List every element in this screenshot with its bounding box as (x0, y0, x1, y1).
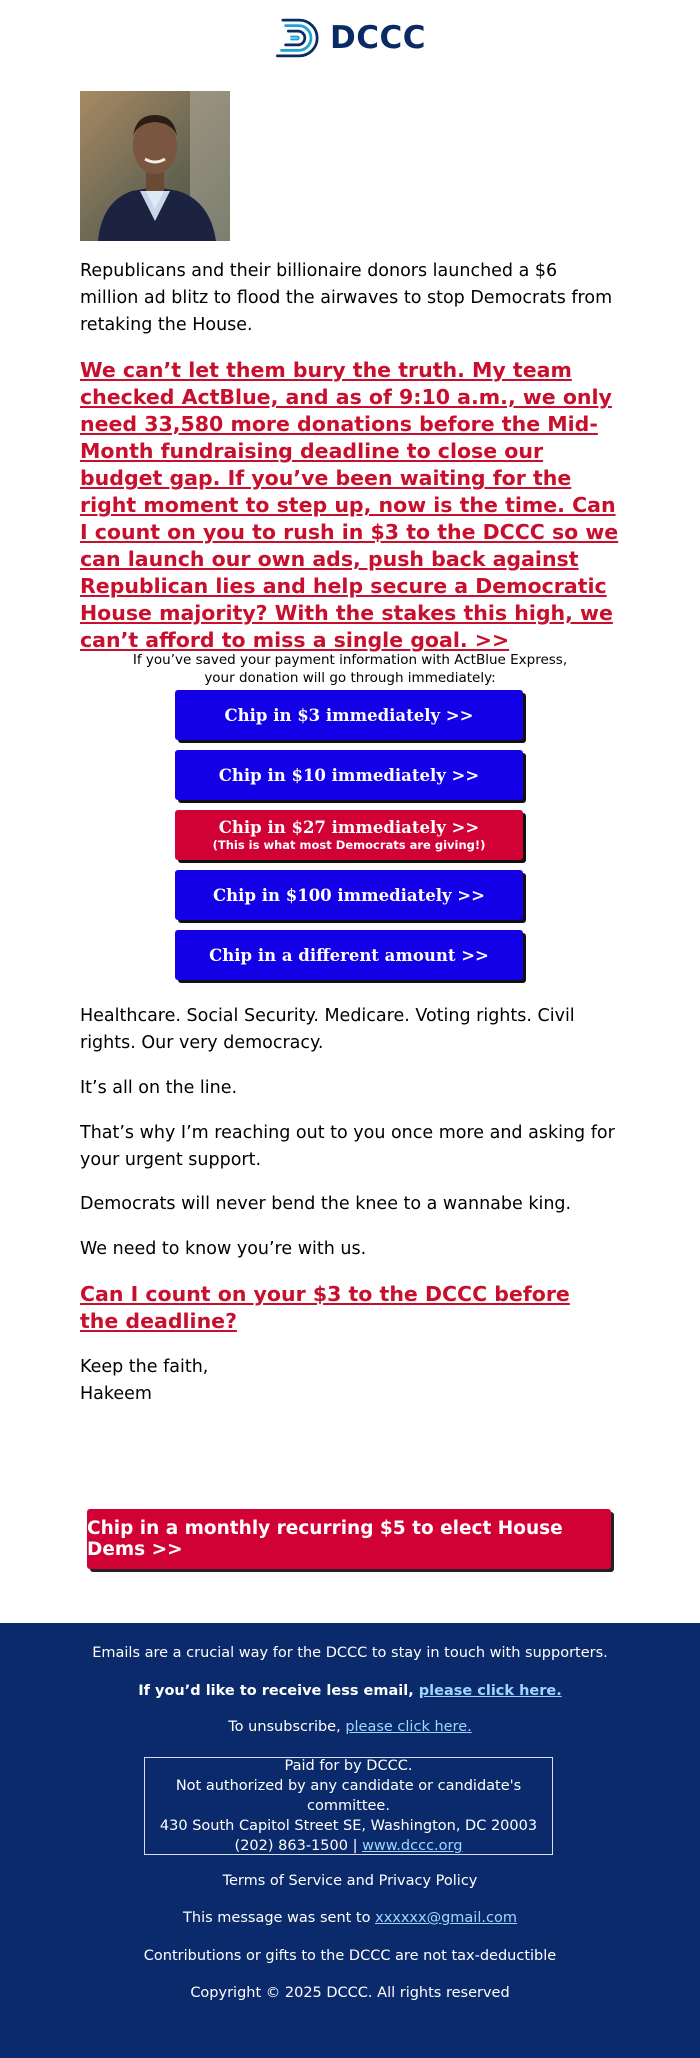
closing-question-block (80, 1281, 600, 1335)
closing-question-link[interactable]: Can I count on your $3 to the DCCC before the deadline? (80, 1282, 570, 1333)
paragraph-text: It’s all on the line. (80, 1078, 238, 1098)
paid-for-box (144, 1757, 553, 1855)
paragraph-1 (80, 1003, 615, 1057)
paragraph-text: We need to know you’re with us. (80, 1239, 367, 1259)
recipient-email-link[interactable]: xxxxxx@gmail.com (375, 1910, 517, 1926)
sent-to-text: This message was sent to (183, 1910, 376, 1926)
intro-paragraph: Republicans and their billionaire donors launched a $6 million ad blitz to flood the airwaves to stop Democrats from retaking the House. (80, 261, 613, 335)
button-label: Chip in a different amount >> (209, 945, 489, 965)
footer-tax-note: Contributions or gifts to the DCCC are not tax-deductible (143, 1948, 557, 1964)
hakeem-photo (80, 91, 230, 241)
phone-number: (202) 863-1500 | (234, 1838, 363, 1854)
unsubscribe-text: To unsubscribe, (228, 1719, 346, 1735)
website-link[interactable]: www.dccc.org (362, 1838, 463, 1854)
paragraph-5 (80, 1236, 615, 1263)
button-label: Chip in $100 immediately >> (213, 885, 485, 905)
terms-link[interactable]: Terms of Service and Privacy Policy (222, 1873, 478, 1889)
express-note-line1: If you’ve saved your payment information with ActBlue Express, (132, 652, 568, 668)
paragraph-4 (80, 1191, 615, 1218)
paid-for-line: Paid for by DCCC. (284, 1758, 413, 1774)
headline-block (80, 357, 625, 654)
paragraph-3 (80, 1120, 615, 1174)
paragraph-text: That’s why I’m reaching out to you once more and asking for your urgent support. (80, 1123, 615, 1170)
chip-in-27-button[interactable] (175, 810, 523, 860)
footer-unsubscribe (0, 1719, 700, 1735)
footer-emails-note: Emails are a crucial way for the DCCC to stay in touch with supporters. (92, 1645, 608, 1661)
not-authorized-line: Not authorized by any candidate or candidate's committee. (175, 1778, 522, 1814)
button-sublabel: (This is what most Democrats are giving!) (212, 838, 486, 852)
paragraph-2 (80, 1075, 615, 1102)
signoff (80, 1354, 615, 1408)
unsubscribe-link[interactable]: please click here. (345, 1719, 472, 1735)
footer-copyright: Copyright © 2025 DCCC. All rights reserved (190, 1985, 510, 2001)
express-note-line2: your donation will go through immediately: (204, 670, 496, 686)
chip-in-100-button[interactable] (175, 870, 523, 920)
button-label: Chip in $10 immediately >> (218, 765, 480, 785)
monthly-recurring-button[interactable] (87, 1509, 611, 1569)
button-label: Chip in $27 immediately >> (218, 818, 480, 837)
chip-in-3-button[interactable] (175, 690, 523, 740)
footer-sent-to (0, 1910, 700, 1926)
button-label: Chip in $3 immediately >> (224, 705, 474, 725)
footer (0, 1623, 700, 2058)
signoff-line1: Keep the faith, (80, 1357, 209, 1377)
less-email-link[interactable]: please click here. (418, 1683, 562, 1699)
paragraph-text: Healthcare. Social Security. Medicare. Voting rights. Civil rights. Our very democracy. (80, 1006, 575, 1053)
actblue-express-note (130, 651, 570, 687)
less-email-text: If you’d like to receive less email, (138, 1683, 419, 1699)
contact-line (145, 1836, 552, 1856)
paragraph-text: Democrats will never bend the knee to a wannabe king. (80, 1194, 572, 1214)
logo-text: DCCC (330, 20, 426, 56)
button-label: Chip in a monthly recurring $5 to elect House Dems >> (87, 1518, 563, 1560)
signoff-name: Hakeem (80, 1384, 152, 1404)
chip-in-other-amount-button[interactable] (175, 930, 523, 980)
dccc-logo (276, 6, 426, 70)
address-line: 430 South Capitol Street SE, Washington, DC 20003 (159, 1818, 538, 1834)
dccc-logo-icon (276, 6, 324, 70)
footer-less-email (0, 1683, 700, 1699)
chip-in-10-button[interactable] (175, 750, 523, 800)
headline-link[interactable]: We can’t let them bury the truth. My team checked ActBlue, and as of 9:10 a.m., we only need 33,580 more donations before the Mid-Month fundraising deadline to close our budget gap. If you’ve been waiting for the right moment to step up, now is the time. Can I count on you to rush in $3 to the DCCC so we can launch our own ads, push back against Republican lies and help secure a Democratic House majority? With the stakes this high, we can’t afford to miss a single goal. >> (80, 358, 619, 652)
intro-text (80, 258, 615, 339)
